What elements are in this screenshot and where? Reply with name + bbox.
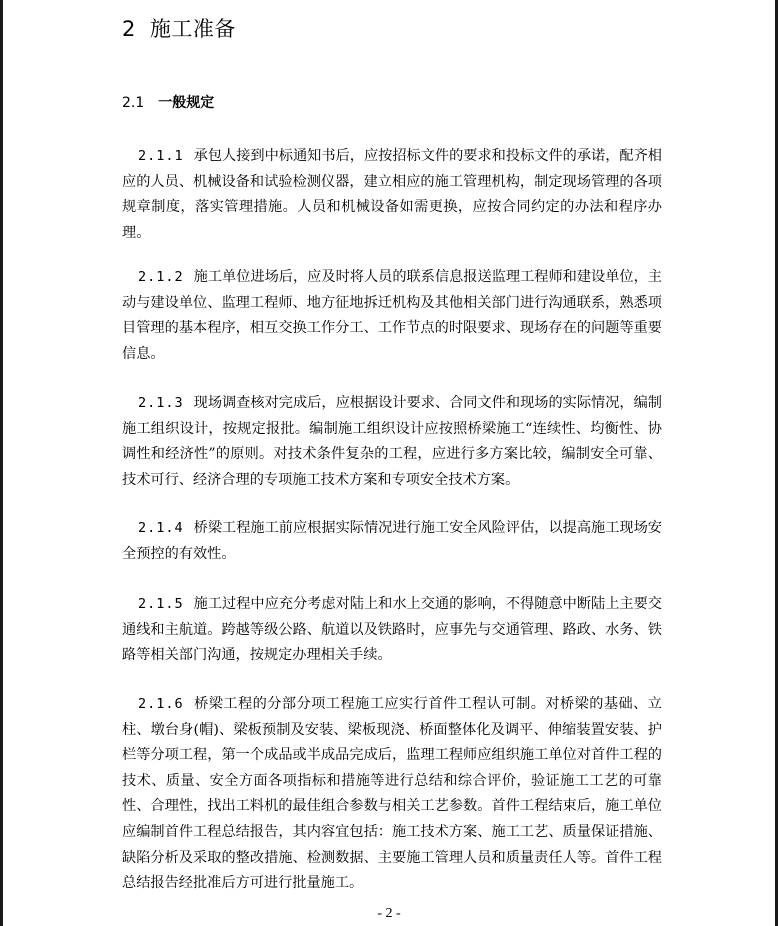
clause-text: 承包人接到中标通知书后，应按招标文件的要求和投标文件的承诺，配齐相应的人员、机械设备和试验检测仪器，建立相应的施工管理机构，制定现场管理的各项规章制度，落实管理措施。人员和机械设备如需更换，应按合同约定的办法和程序办理。: [122, 148, 662, 241]
clause-2-1-2: [122, 265, 662, 367]
clause-text: 施工过程中应充分考虑对陆上和水上交通的影响，不得随意中断陆上主要交通线和主航道。跨越等级公路、航道以及铁路时，应事先与交通管理、路政、水务、铁路等相关部门沟通，按规定办理相关手续。: [122, 596, 662, 664]
page-left-border: [0, 0, 3, 926]
clause-2-1-5: [122, 592, 662, 669]
clause-2-1-4: [122, 516, 662, 567]
section-heading: [122, 92, 214, 114]
clause-number: 2.1.5: [138, 596, 184, 612]
clause-text: 现场调查核对完成后，应根据设计要求、合同文件和现场的实际情况，编制施工组织设计，按规定报批。编制施工组织设计应按照桥梁施工“连续性、均衡性、协调性和经济性”的原则。对技术条件复杂的工程，应进行多方案比较，编制安全可靠、技术可行、经济合理的专项施工技术方案和专项安全技术方案。: [122, 395, 662, 488]
clause-number: 2.1.2: [138, 269, 184, 285]
section-number: 2.1: [122, 95, 145, 111]
chapter-heading: [122, 14, 236, 44]
clause-2-1-1: [122, 144, 662, 246]
section-title: 一般规定: [158, 95, 215, 111]
clause-number: 2.1.4: [138, 520, 184, 536]
clause-text: 施工单位进场后，应及时将人员的联系信息报送监理工程师和建设单位，主动与建设单位、监理工程师、地方征地拆迁机构及其他相关部门进行沟通联系，熟悉项目管理的基本程序，相互交换工作分工、工作节点的时限要求、现场存在的问题等重要信息。: [122, 269, 662, 362]
clause-text: 桥梁工程的分部分项工程施工应实行首件工程认可制。对桥梁的基础、立柱、墩台身(帽)、梁板预制及安装、梁板现浇、桥面整体化及调平、伸缩装置安装、护栏等分项工程，第一个成品或半成品完成后，监理工程师应组织施工单位对首件工程的技术、质量、安全方面各项指标和措施等进行总结和综合评价，验证施工工艺的可靠性、合理性，找出工料机的最佳组合参数与相关工艺参数。首件工程结束后，施工单位应编制首件工程总结报告，其内容宜包括：施工技术方案、施工工艺、质量保证措施、缺陷分析及采取的整改措施、检测数据、主要施工管理人员和质量责任人等。首件工程总结报告经批准后方可进行批量施工。: [122, 696, 662, 892]
page-number: - 2 -: [377, 906, 401, 921]
chapter-title: 施工准备: [149, 17, 236, 41]
clause-number: 2.1.6: [138, 696, 184, 712]
clause-text: 桥梁工程施工前应根据实际情况进行施工安全风险评估，以提高施工现场安全预控的有效性。: [122, 520, 662, 562]
clause-number: 2.1.3: [138, 395, 184, 411]
clause-number: 2.1.1: [138, 148, 184, 164]
clause-2-1-3: [122, 391, 662, 493]
clause-2-1-6: [122, 692, 662, 897]
chapter-number: 2: [122, 17, 136, 41]
